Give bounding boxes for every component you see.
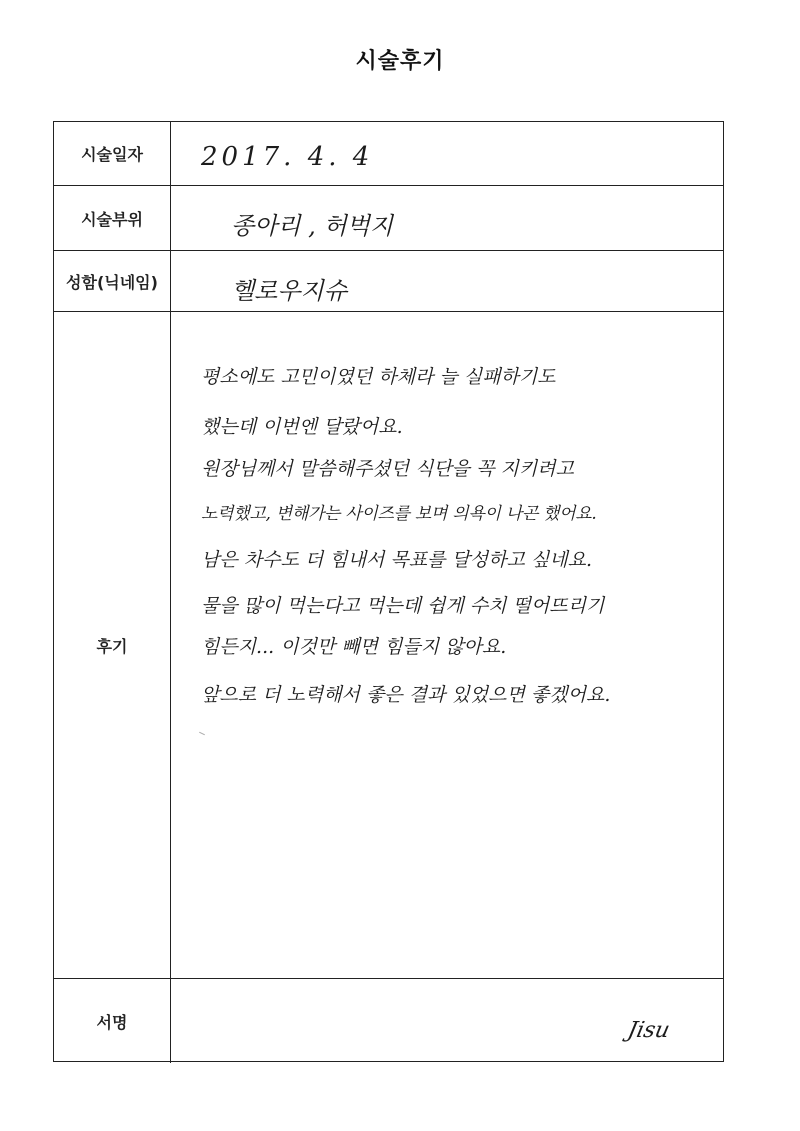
signature-label: 서명 xyxy=(54,979,171,1063)
review-form xyxy=(53,121,724,1062)
review-label: 후기 xyxy=(54,312,171,978)
signature-row xyxy=(54,979,723,1063)
review-line: 했는데 이번엔 달랐어요. xyxy=(201,416,403,438)
date-value: 2017. 4. 4 xyxy=(201,142,374,172)
area-label: 시술부위 xyxy=(54,186,171,250)
signature-value: Jisu xyxy=(625,1018,672,1043)
review-line: 힘든지... 이것만 빼면 힘들지 않아요. xyxy=(201,636,507,658)
review-line: 원장님께서 말씀해주셨던 식단을 꼭 지키려고 xyxy=(201,458,574,480)
date-row xyxy=(54,122,723,186)
date-value-cell xyxy=(171,122,723,185)
name-row xyxy=(54,251,723,312)
name-value-cell xyxy=(171,251,723,311)
review-line: 남은 차수도 더 힘내서 목표를 달성하고 싶네요. xyxy=(201,549,593,571)
area-value-cell xyxy=(171,186,723,250)
name-value: 헬로우지슈 xyxy=(231,277,347,305)
review-line: 평소에도 고민이였던 하체라 늘 실패하기도 xyxy=(201,366,556,388)
review-line: 물을 많이 먹는다고 먹는데 쉽게 수치 떨어뜨리기 xyxy=(201,595,605,617)
page-title: 시술후기 xyxy=(355,49,445,74)
review-line: 노력했고, 변해가는 사이즈를 보며 의욕이 나곤 했어요. xyxy=(201,504,597,524)
review-line: 앞으로 더 노력해서 좋은 결과 있었으면 좋겠어요. xyxy=(201,684,611,706)
area-value: 종아리 , 허벅지 xyxy=(231,212,393,240)
review-row xyxy=(54,312,723,979)
area-row xyxy=(54,186,723,251)
signature-cell xyxy=(171,979,723,1063)
name-label: 성함(닉네임) xyxy=(54,251,171,311)
review-body xyxy=(171,312,723,978)
ink-speck xyxy=(199,732,205,735)
date-label: 시술일자 xyxy=(54,122,171,185)
